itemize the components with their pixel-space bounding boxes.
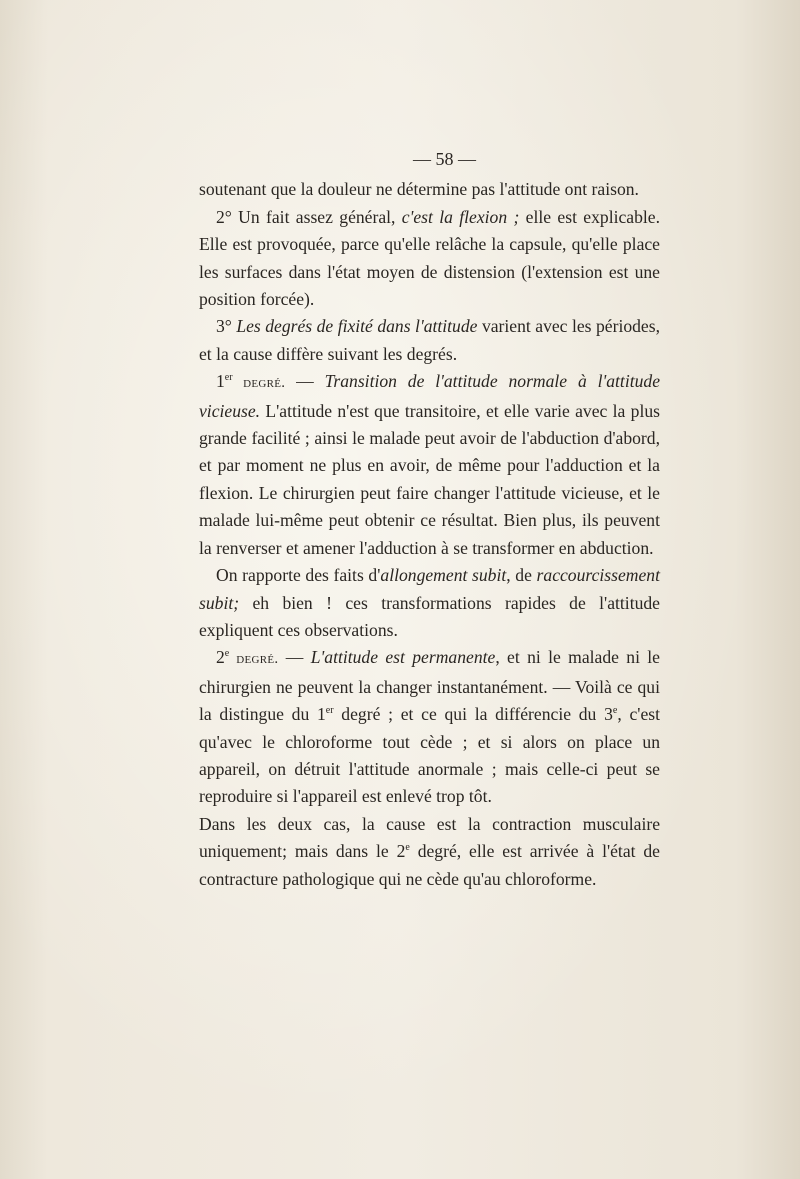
page-number: — 58 — bbox=[413, 149, 476, 169]
text-run: 3° bbox=[216, 316, 237, 337]
italic-text: Transition de l'attitude normale à l'attitude vicieuse. bbox=[199, 371, 661, 421]
italic-text: Les degrés de fixité dans l'attitude bbox=[236, 316, 478, 337]
superscript: e bbox=[612, 705, 618, 717]
italic-text: raccourcissement subit; bbox=[199, 565, 660, 613]
italic-text: L'attitude est permanente bbox=[310, 647, 496, 668]
text-run: , c'est qu'avec le chloroforme tout cède ; et si alors on place un appareil, on détruit l'attitude anormale ; mais celle-ci peut se reproduire si l'appareil est enlevé trop tôt. bbox=[199, 704, 660, 807]
superscript: e bbox=[224, 648, 230, 660]
text-run: degré ; et ce qui la différencie du 3 bbox=[333, 704, 613, 725]
text-run: , de bbox=[506, 565, 537, 586]
text-run: On rapporte des faits d' bbox=[216, 565, 381, 586]
small-caps-text: degré. bbox=[232, 375, 286, 392]
paragraph bbox=[199, 644, 660, 810]
text-run: eh bien ! ces transformations rapides de l'attitude expliquent ces observations. bbox=[199, 592, 660, 640]
text-run: 2° Un fait assez général, bbox=[216, 206, 402, 227]
small-caps-text: degré. bbox=[229, 651, 279, 668]
paragraph bbox=[199, 562, 660, 644]
text-run: varient avec les périodes, et la cause diffère suivant les degrés. bbox=[199, 316, 660, 364]
paragraph bbox=[199, 176, 660, 203]
paragraph bbox=[199, 811, 660, 893]
text-run: — bbox=[285, 371, 325, 392]
text-run: — bbox=[278, 647, 311, 668]
italic-text: c'est la flexion ; bbox=[401, 206, 520, 227]
text-run: , et ni le malade ni le chirurgien ne peuvent la changer instantanément. — Voilà ce qui la distingue du 1 bbox=[199, 647, 660, 725]
superscript: er bbox=[325, 705, 334, 717]
text-run: degré, elle est arrivée à l'état de contracture pathologique qui ne cède qu'au chloroforme. bbox=[199, 841, 660, 889]
text-run: 1 bbox=[216, 371, 225, 392]
text-block bbox=[199, 146, 660, 893]
text-run: soutenant que la douleur ne détermine pas l'attitude ont raison. bbox=[199, 179, 639, 200]
paragraph bbox=[199, 204, 660, 314]
text-run: 2 bbox=[216, 647, 225, 668]
text-run: Dans les deux cas, la cause est la contraction musculaire uniquement; mais dans le 2 bbox=[199, 813, 660, 862]
paragraph bbox=[199, 313, 660, 368]
text-run: L'attitude n'est que transitoire, et elle varie avec la plus grande facilité ; ainsi le malade peut avoir de l'abduction d'abord, et par moment ne plus en avoir, de même pour l'adduction et la flexion. Le chirurgien peut faire changer l'attitude vicieuse, et le malade lui-même peut obtenir ce résultat. Bien plus, ils peuvent la renverser et amener l'adduction à se transformer en abduction. bbox=[199, 400, 660, 558]
superscript: e bbox=[405, 842, 410, 854]
superscript: er bbox=[224, 372, 233, 384]
text-run: elle est explicable. Elle est provoquée, parce qu'elle relâche la capsule, qu'elle place les surfaces dans l'état moyen de distension (l'extension est une position forcée). bbox=[199, 206, 660, 310]
paragraph bbox=[199, 368, 660, 562]
italic-text: allongement subit bbox=[380, 565, 507, 586]
